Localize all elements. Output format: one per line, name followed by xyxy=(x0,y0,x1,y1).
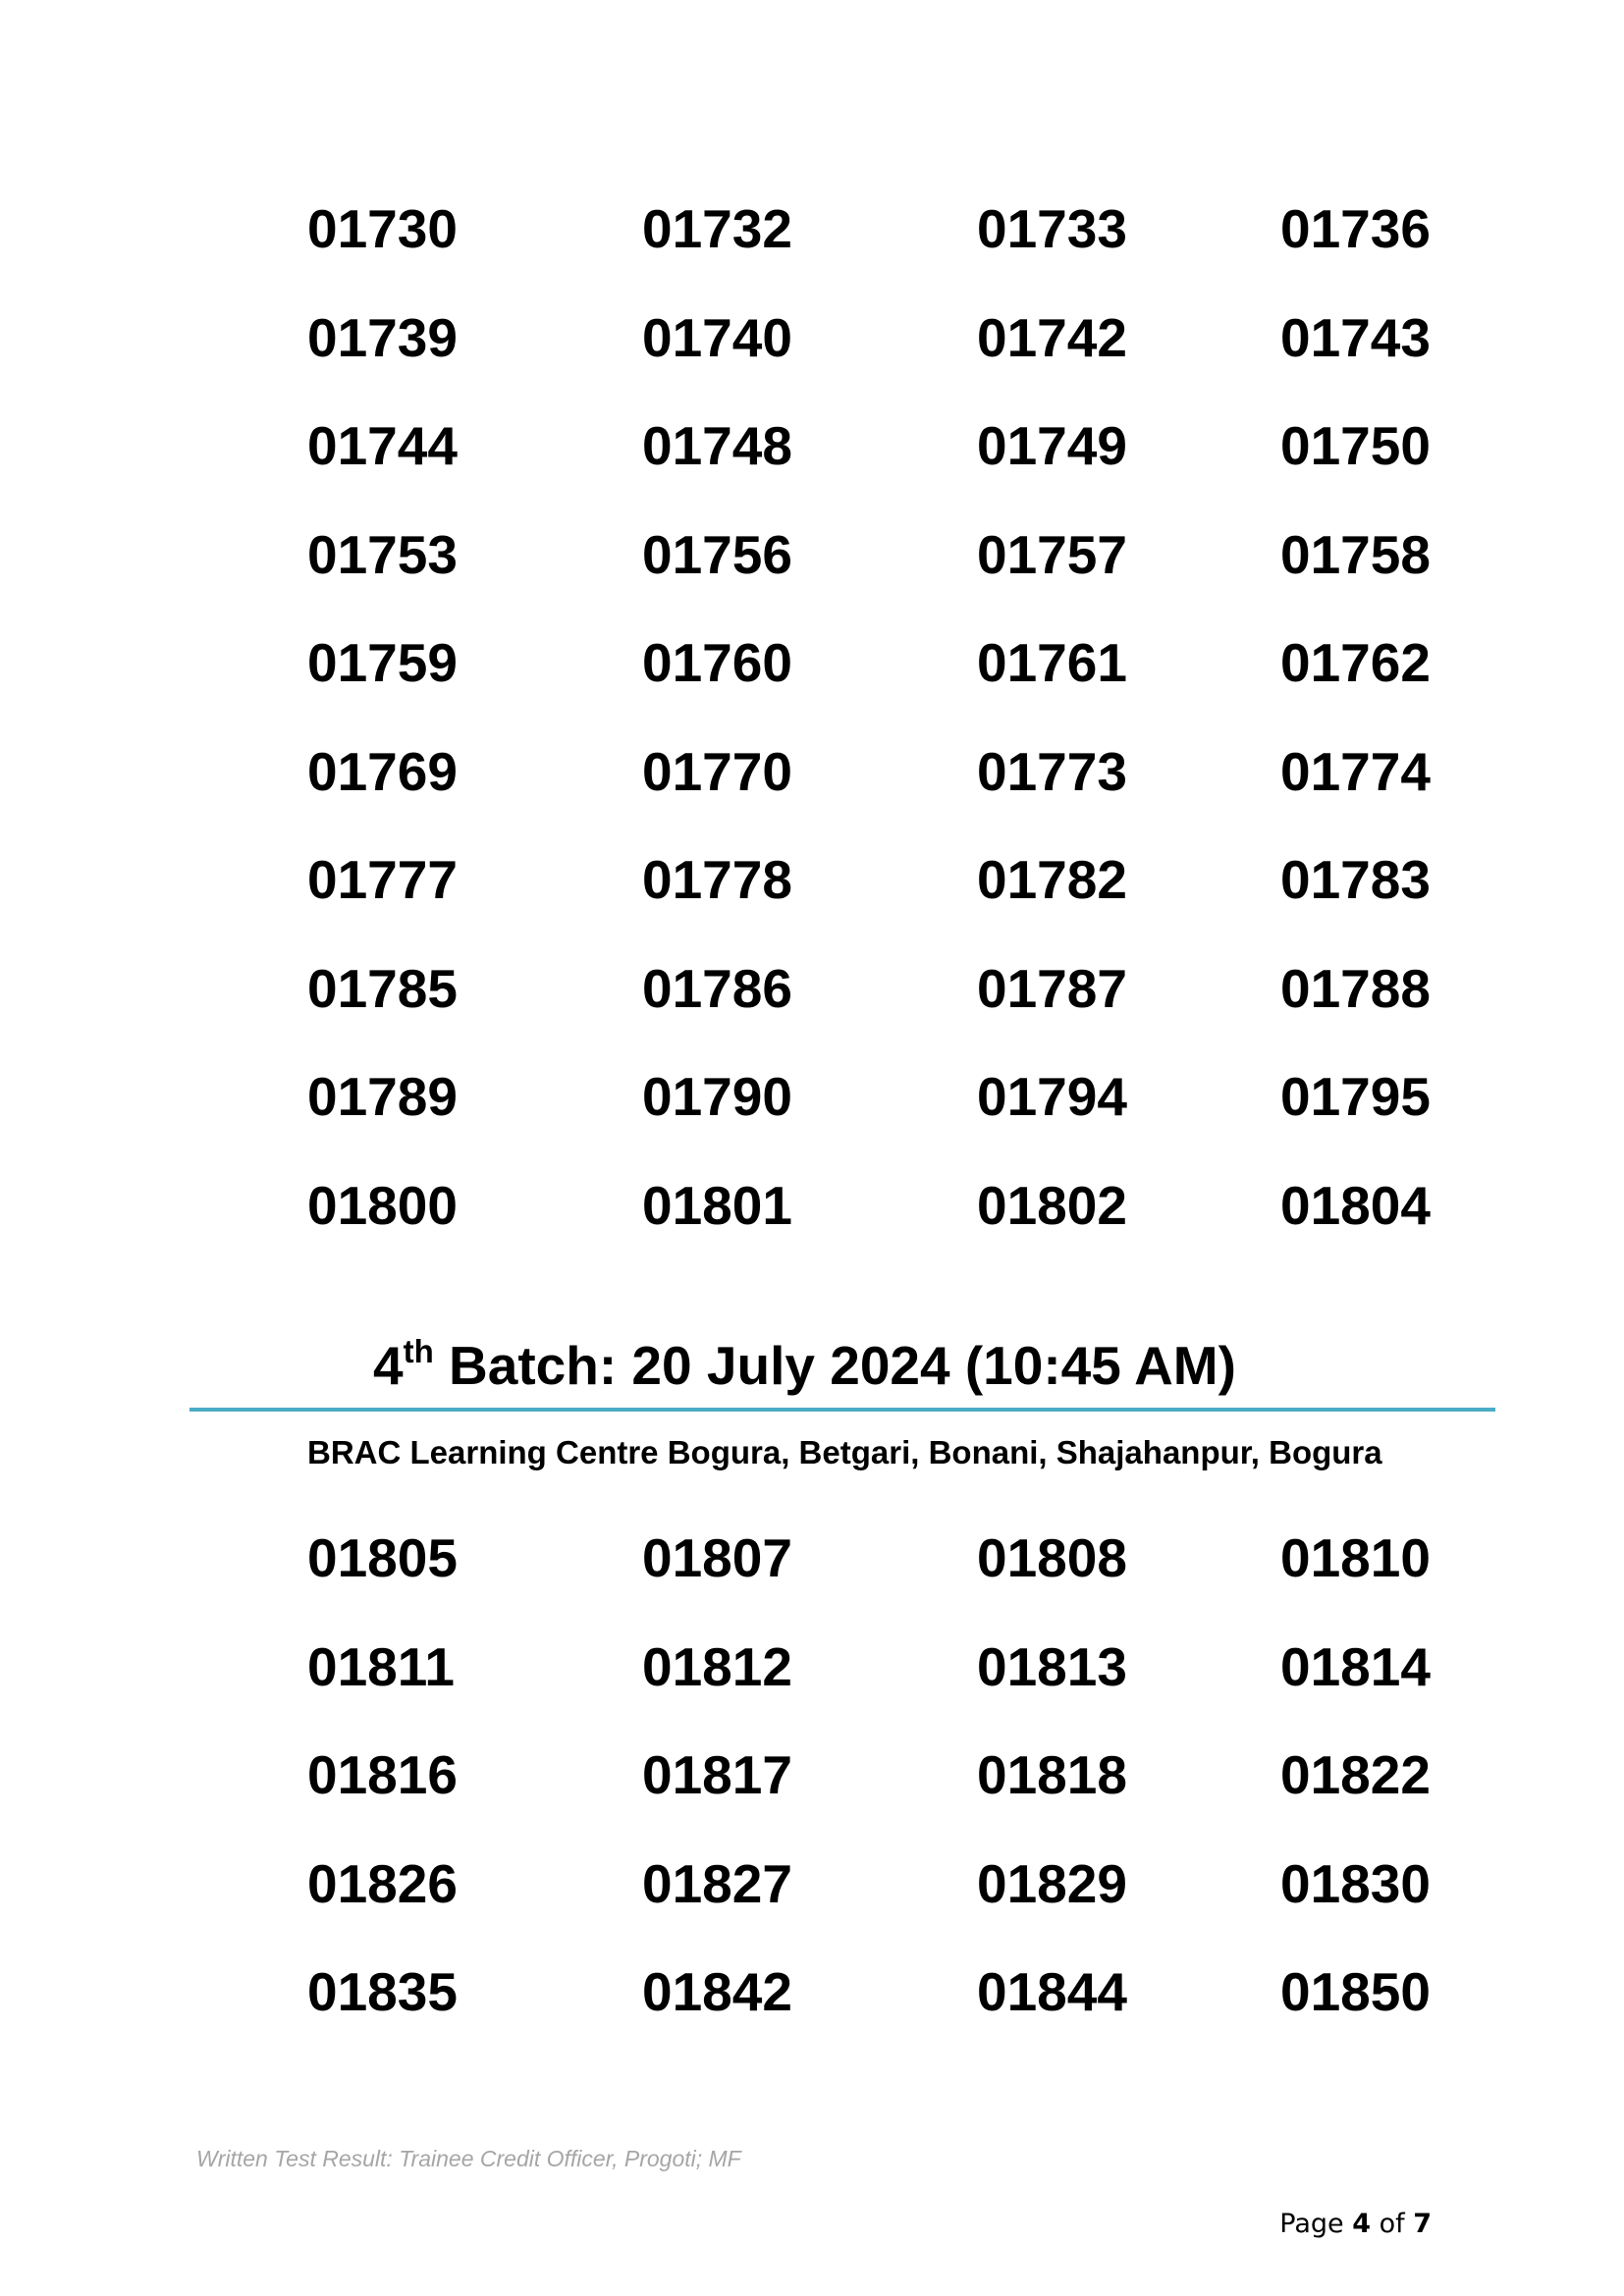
roll-number: 01829 xyxy=(977,1852,1127,1914)
roll-number: 01801 xyxy=(642,1174,792,1236)
roll-number: 01800 xyxy=(307,1174,458,1236)
roll-number: 01757 xyxy=(977,523,1127,585)
batch-number: 4 xyxy=(373,1335,404,1396)
batch-ordinal-suffix: th xyxy=(403,1333,434,1369)
roll-number-row xyxy=(0,1740,1624,1809)
roll-number: 01769 xyxy=(307,740,458,802)
page-total: 7 xyxy=(1413,2209,1432,2239)
roll-number: 01802 xyxy=(977,1174,1127,1236)
roll-number-row xyxy=(0,628,1624,697)
roll-number: 01762 xyxy=(1280,632,1431,693)
roll-number: 01850 xyxy=(1280,1961,1431,2022)
roll-number: 01753 xyxy=(307,523,458,585)
batch-date-time: Batch: 20 July 2024 (10:45 AM) xyxy=(433,1335,1236,1396)
roll-number: 01788 xyxy=(1280,957,1431,1019)
roll-number: 01805 xyxy=(307,1527,458,1588)
roll-number: 01730 xyxy=(307,198,458,259)
roll-number: 01826 xyxy=(307,1852,458,1914)
roll-number: 01812 xyxy=(642,1635,792,1697)
roll-number: 01808 xyxy=(977,1527,1127,1588)
roll-number: 01816 xyxy=(307,1744,458,1805)
roll-number: 01794 xyxy=(977,1066,1127,1127)
roll-number-row xyxy=(0,1062,1624,1131)
roll-number: 01774 xyxy=(1280,740,1431,802)
roll-number: 01782 xyxy=(977,849,1127,910)
footer-note: Written Test Result: Trainee Credit Officer, Progoti; MF xyxy=(196,2146,741,2171)
roll-number-row xyxy=(0,1957,1624,2026)
roll-number: 01744 xyxy=(307,415,458,476)
roll-number: 01827 xyxy=(642,1852,792,1914)
roll-number: 01804 xyxy=(1280,1174,1431,1236)
page-current: 4 xyxy=(1352,2209,1371,2239)
roll-number-row xyxy=(0,303,1624,372)
roll-number: 01758 xyxy=(1280,523,1431,585)
roll-number: 01736 xyxy=(1280,198,1431,259)
roll-number: 01773 xyxy=(977,740,1127,802)
roll-number-row xyxy=(0,845,1624,914)
roll-number: 01761 xyxy=(977,632,1127,693)
roll-number: 01759 xyxy=(307,632,458,693)
roll-number: 01822 xyxy=(1280,1744,1431,1805)
roll-number: 01778 xyxy=(642,849,792,910)
roll-number-row xyxy=(0,411,1624,480)
section-divider xyxy=(189,1408,1495,1412)
roll-number: 01783 xyxy=(1280,849,1431,910)
roll-number: 01818 xyxy=(977,1744,1127,1805)
batch-venue: BRAC Learning Centre Bogura, Betgari, Bonani, Shajahanpur, Bogura xyxy=(307,1434,1382,1470)
page-prefix: Page xyxy=(1279,2209,1353,2239)
roll-number: 01787 xyxy=(977,957,1127,1019)
roll-number-row xyxy=(0,954,1624,1023)
roll-number: 01835 xyxy=(307,1961,458,2022)
page-number xyxy=(1279,2209,1432,2239)
roll-number: 01817 xyxy=(642,1744,792,1805)
roll-number-row xyxy=(0,520,1624,589)
roll-number: 01742 xyxy=(977,306,1127,368)
roll-number-row xyxy=(0,737,1624,806)
batch-heading xyxy=(373,1331,1236,1408)
roll-number: 01785 xyxy=(307,957,458,1019)
roll-number-row xyxy=(0,194,1624,263)
roll-number: 01760 xyxy=(642,632,792,693)
roll-number: 01786 xyxy=(642,957,792,1019)
roll-number: 01777 xyxy=(307,849,458,910)
roll-number: 01750 xyxy=(1280,415,1431,476)
roll-number: 01830 xyxy=(1280,1852,1431,1914)
roll-number: 01743 xyxy=(1280,306,1431,368)
roll-number: 01789 xyxy=(307,1066,458,1127)
roll-number: 01814 xyxy=(1280,1635,1431,1697)
roll-number: 01739 xyxy=(307,306,458,368)
roll-number-row xyxy=(0,1849,1624,1918)
roll-number: 01811 xyxy=(307,1635,455,1697)
roll-number-row xyxy=(0,1171,1624,1240)
roll-number: 01749 xyxy=(977,415,1127,476)
roll-number: 01756 xyxy=(642,523,792,585)
roll-number: 01810 xyxy=(1280,1527,1431,1588)
roll-number-row xyxy=(0,1632,1624,1701)
roll-number: 01748 xyxy=(642,415,792,476)
roll-number: 01844 xyxy=(977,1961,1127,2022)
roll-number: 01795 xyxy=(1280,1066,1431,1127)
roll-number: 01842 xyxy=(642,1961,792,2022)
roll-number-row xyxy=(0,1523,1624,1592)
roll-number: 01790 xyxy=(642,1066,792,1127)
roll-number: 01770 xyxy=(642,740,792,802)
roll-number: 01740 xyxy=(642,306,792,368)
roll-number: 01813 xyxy=(977,1635,1127,1697)
roll-number: 01733 xyxy=(977,198,1127,259)
roll-number: 01732 xyxy=(642,198,792,259)
roll-number: 01807 xyxy=(642,1527,792,1588)
page-mid: of xyxy=(1371,2209,1414,2239)
